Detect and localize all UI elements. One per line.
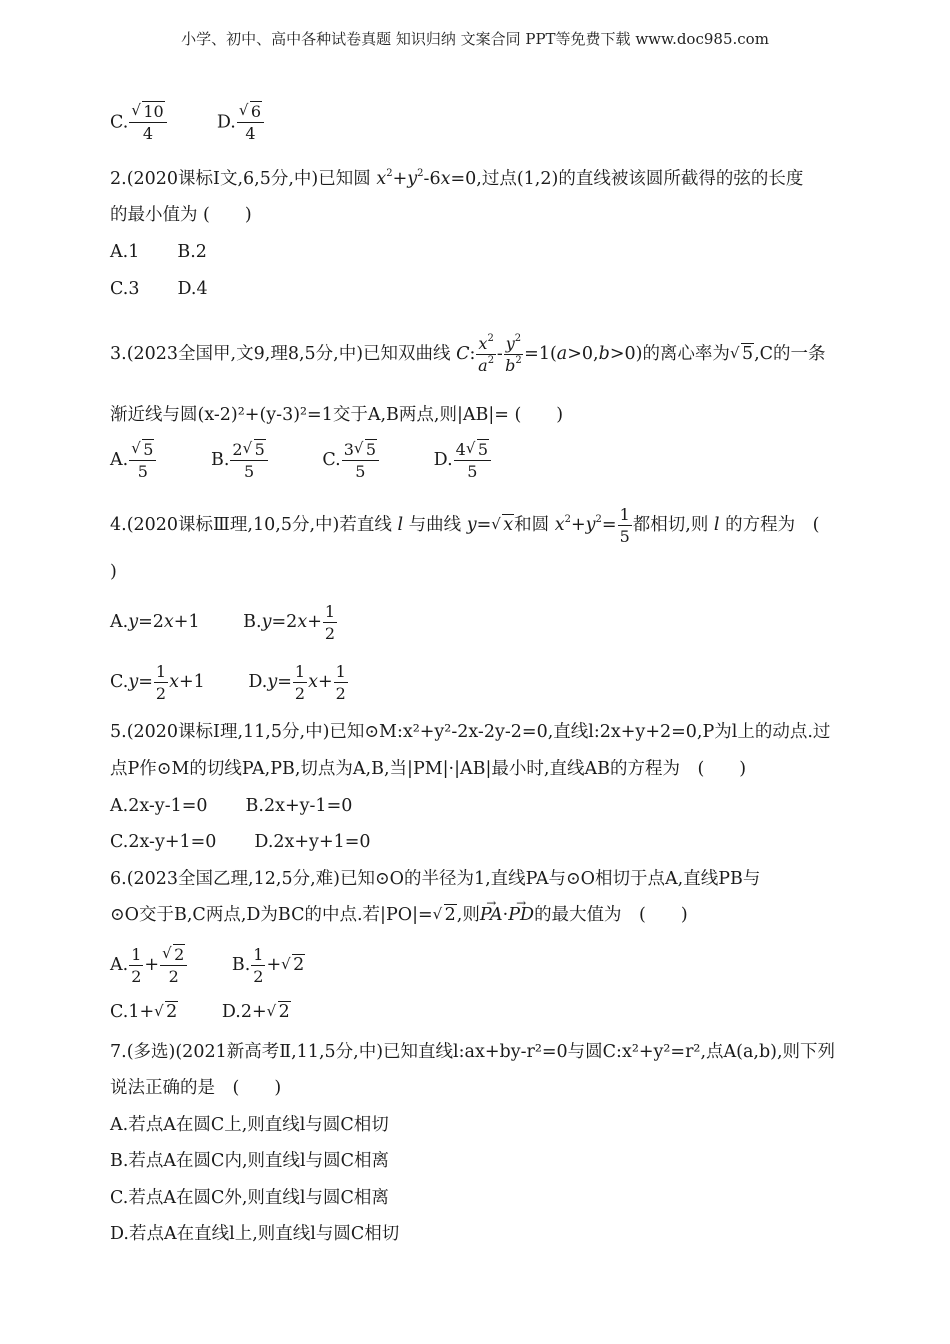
q5-stem-line1: 5.(2020课标Ⅰ理,11,5分,中)已知⊙M:x²+y²-2x-2y-2=0,直线l:2x+y+2=0,P为l上的动点.过 xyxy=(110,722,831,742)
q7-option-d: D.若点A在直线l上,则直线l与圆C相切 xyxy=(110,1224,400,1244)
page-header xyxy=(0,28,950,49)
q5-option-d: D.2x+y+1=0 xyxy=(254,832,371,852)
q5-options-ab xyxy=(110,794,352,818)
q3-stem-line1: 3.(2023全国甲,文9,理8,5分,中)已知双曲线 C: $\frac{x^2}{a^2}$ - $\frac{y^2}{b^2}$ =1(a>0,b>0)的离心率为√ 5,C的一条 xyxy=(110,330,826,378)
q4-option-b: B.y=2x+ $\frac{1}{2}$ xyxy=(243,601,336,643)
header-text: 小学、初中、高中各种试卷真题 知识归纳 文案合同 PPT等免费下载 www.doc985.com xyxy=(181,30,769,48)
q7-stem-line2: 说法正确的是 ( ) xyxy=(110,1078,282,1098)
q7-option-a: A.若点A在圆C上,则直线l与圆C相切 xyxy=(110,1115,389,1135)
q4-options-ab xyxy=(110,602,338,642)
q7-stem-line1: 7.(多选)(2021新高考Ⅱ,11,5分,中)已知直线l:ax+by-r²=0与圆C:x²+y²=r²,点A(a,b),则下列 xyxy=(110,1042,836,1062)
q6-option-c: C.1+√ 2 xyxy=(110,1000,178,1024)
q2-stem-line1: 2.(2020课标Ⅰ文,6,5分,中)已知圆 $x^2+y^2-6x=0$,过点(1,2)的直线被该圆所截得的弦的长度 xyxy=(110,168,804,189)
q3-stem-line2: 渐近线与圆(x-2)²+(y-3)²=1交于A,B两点,则|AB|= ( ) xyxy=(110,405,564,425)
q6-options-ab xyxy=(110,945,305,985)
fraction: $\frac{y^2}{b^2}$ xyxy=(505,332,522,375)
q6-option-d: D.2+√ 2 xyxy=(222,1000,291,1024)
q3-option-d: D. $\frac{4√ 5}{5}$ xyxy=(434,440,492,480)
q6-stem-line1: 6.(2023全国乙理,12,5分,难)已知⊙O的半径为1,直线PA与⊙O相切于点A,直线PB与 xyxy=(110,869,761,889)
q2-option-d: D.4 xyxy=(177,279,208,299)
q2-option-a: A.1 xyxy=(110,242,140,262)
q1-option-d: D. √ $\frac{6}{4}$ xyxy=(217,104,265,142)
q2-stem-line2: 的最小值为 ( ) xyxy=(110,205,252,225)
q4-option-d: D.y= $\frac{1}{2}$ x+ $\frac{1}{2}$ xyxy=(248,661,346,703)
q5-option-a: A.2x-y-1=0 xyxy=(110,796,208,816)
q4-option-c: C.y= $\frac{1}{2}$ x+1 xyxy=(110,661,205,703)
q4-stem-line2: ) xyxy=(110,562,117,582)
q6-options-cd xyxy=(110,1000,291,1024)
q5-option-b: B.2x+y-1=0 xyxy=(245,796,353,816)
q2-option-b: B.2 xyxy=(177,242,207,262)
q5-options-cd xyxy=(110,830,371,854)
q4-stem-line1: 4.(2020课标Ⅲ理,10,5分,中)若直线 l 与曲线 y=√ x和圆 $x^2+y^2=$ $\frac{1}{5}$ 都相切,则 l 的方程为 ( xyxy=(110,505,819,545)
q4-option-a: A.y=2x+1 xyxy=(110,612,200,632)
q3-options xyxy=(110,440,492,480)
q6-option-b: B. $\frac{1}{2}$ +√ 2 xyxy=(232,945,305,985)
q7-option-c: C.若点A在圆C外,则直线l与圆C相离 xyxy=(110,1188,389,1208)
fraction: √ $\frac{10}{4}$ xyxy=(129,104,166,142)
q3-option-a: A. √ $\frac{5}{5}$ xyxy=(110,440,157,480)
q7-option-b: B.若点A在圆C内,则直线l与圆C相离 xyxy=(110,1151,389,1171)
q6-stem-line2: ⊙O交于B,C两点,D为BC的中点.若|PO|=√ 2,则→ PA·→ PD的最大值为 ( ) xyxy=(110,903,688,927)
q5-stem-line2: 点P作⊙M的切线PA,PB,切点为A,B,当|PM|·|AB|最小时,直线AB的方程为 ( ) xyxy=(110,759,747,779)
fraction: $\frac{x^2}{a^2}$ xyxy=(478,332,495,375)
q2-options-cd xyxy=(110,277,208,301)
q3-option-b: B. $\frac{2√ 5}{5}$ xyxy=(211,440,269,480)
q5-option-c: C.2x-y+1=0 xyxy=(110,832,217,852)
q2-options-ab xyxy=(110,240,207,264)
q1-option-c: C. √ $\frac{10}{4}$ xyxy=(110,104,168,142)
q2-option-c: C.3 xyxy=(110,279,140,299)
q3-option-c: C. $\frac{3√ 5}{5}$ xyxy=(322,440,380,480)
q6-option-a: A. $\frac{1}{2}$ + √ $\frac{2}{2}$ xyxy=(110,945,188,985)
q1-options-cd xyxy=(110,104,265,142)
fraction: √ $\frac{6}{4}$ xyxy=(237,104,264,142)
q4-options-cd xyxy=(110,662,349,702)
